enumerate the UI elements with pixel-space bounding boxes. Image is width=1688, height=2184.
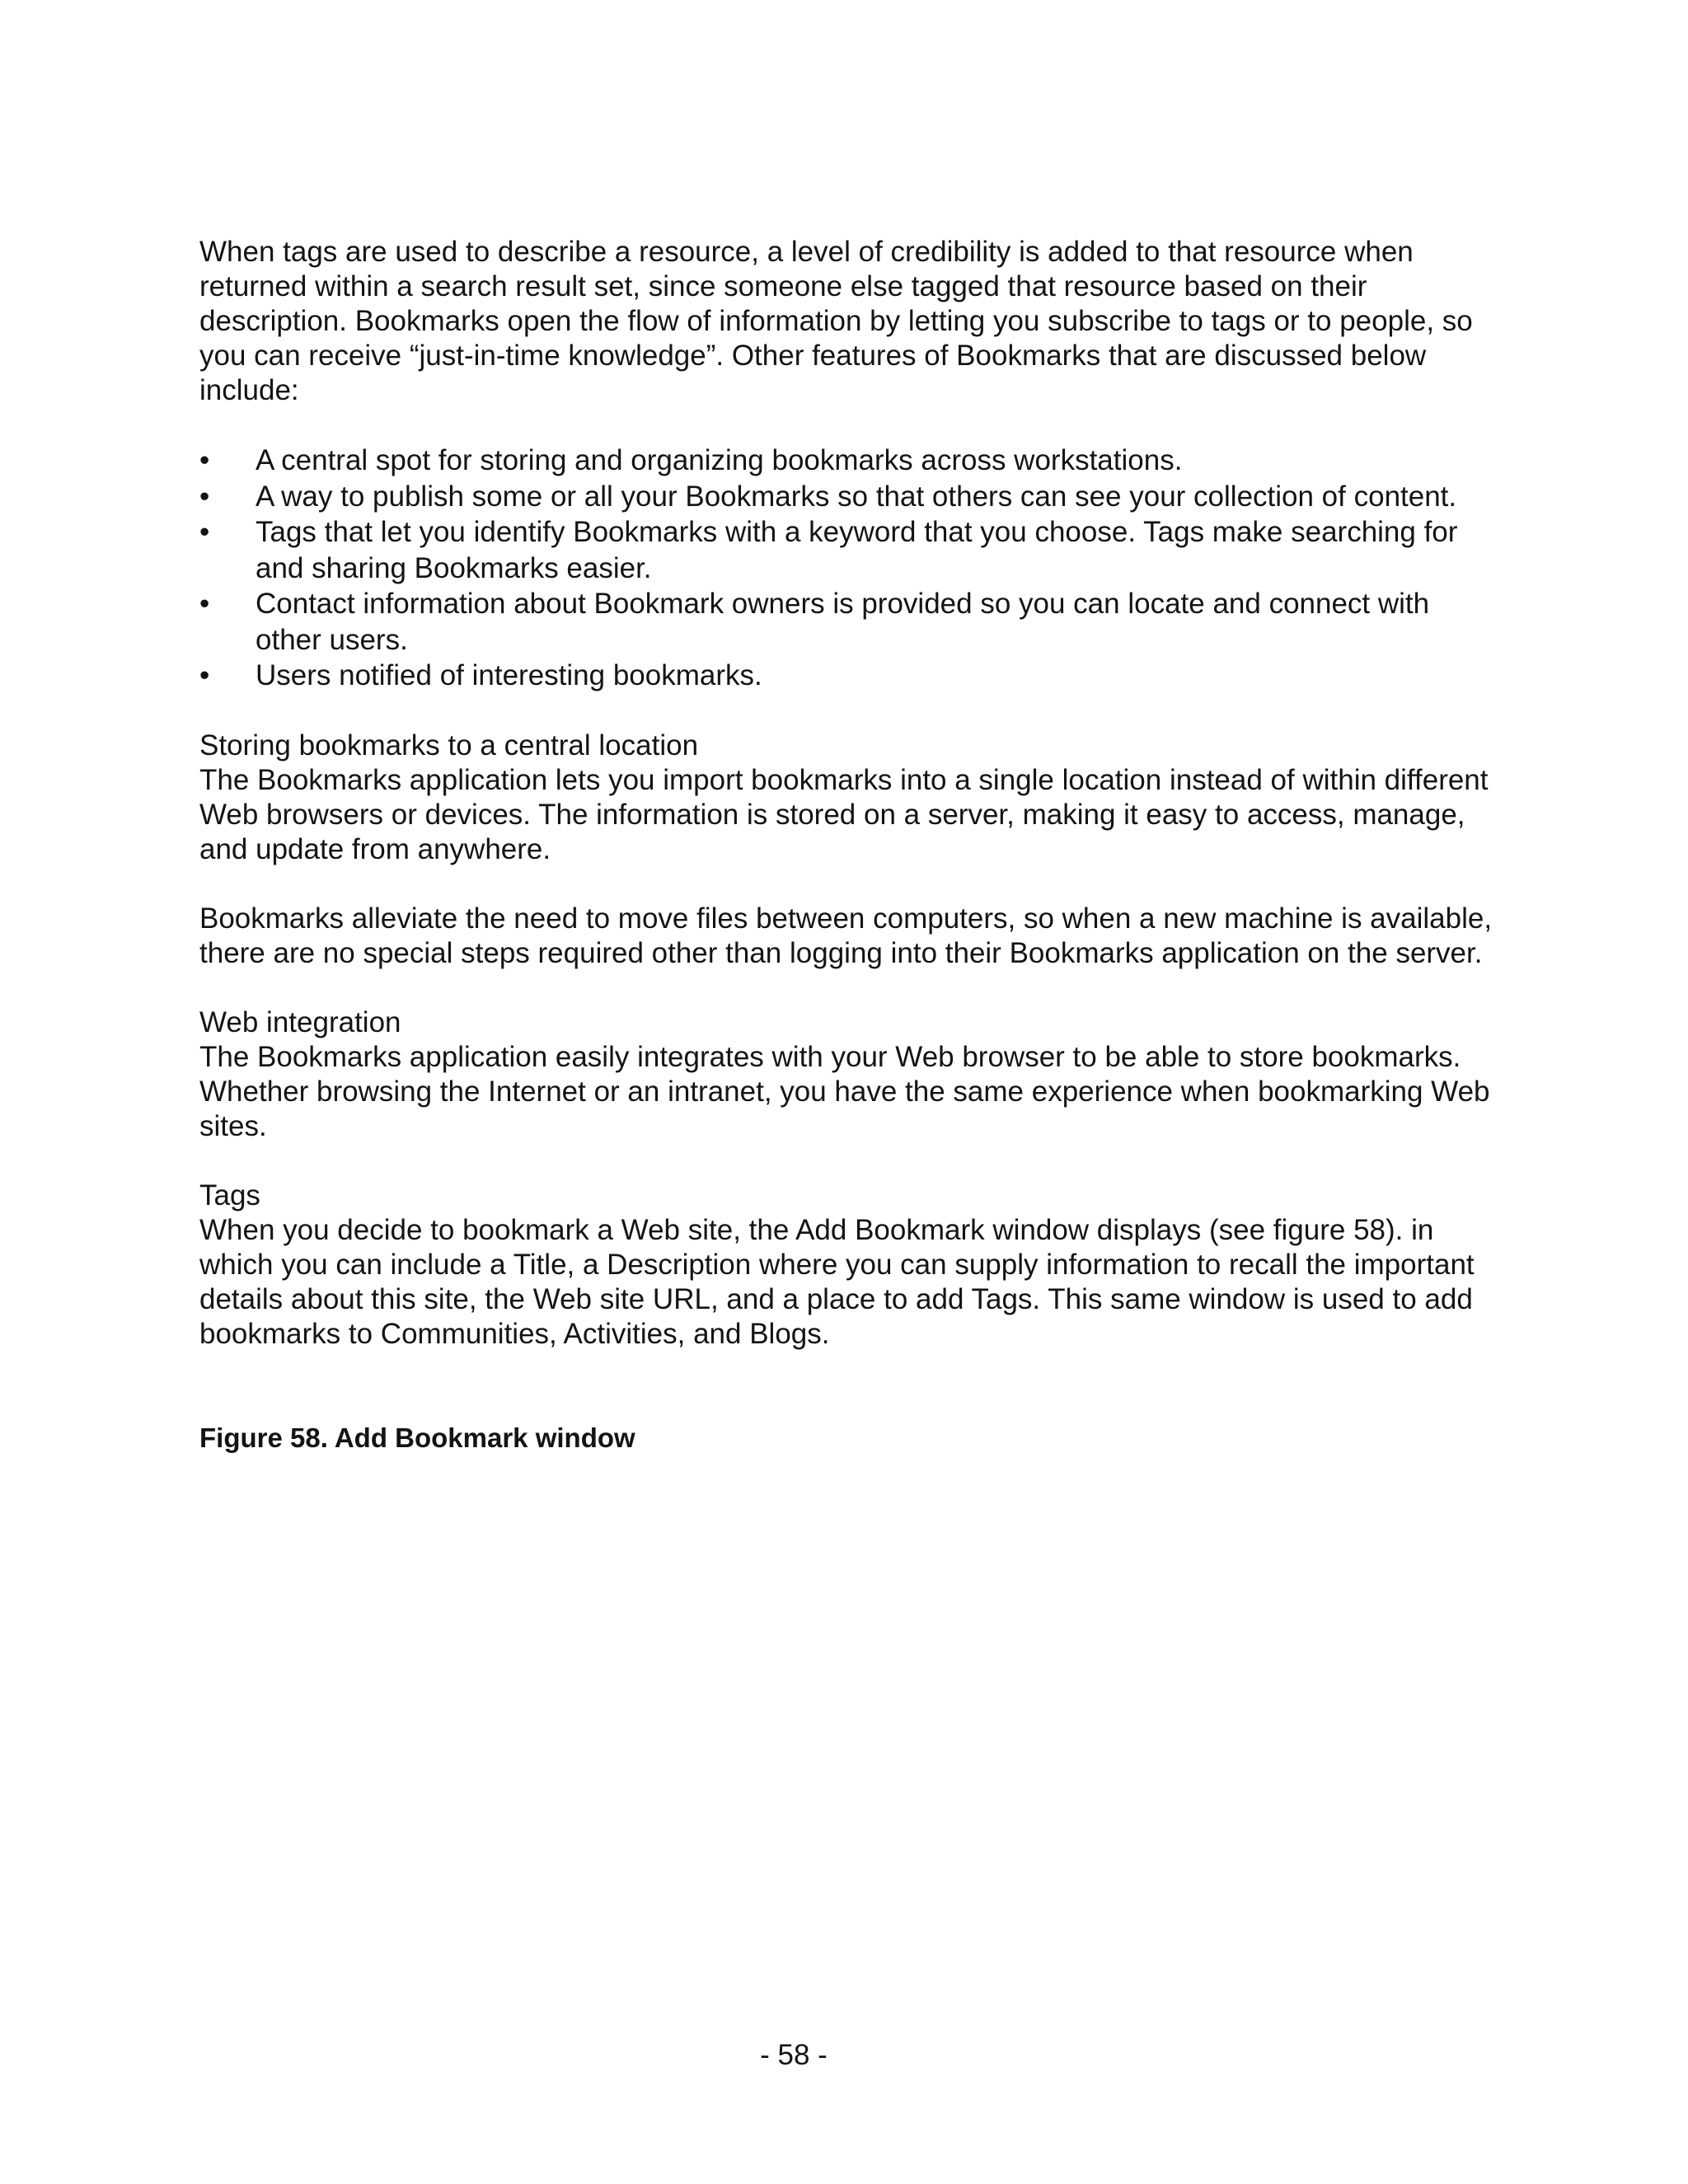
- list-item-text: A way to publish some or all your Bookmarks so that others can see your collection of content.: [256, 480, 1457, 513]
- list-item-text: Users notified of interesting bookmarks.: [256, 659, 762, 691]
- section-heading-storing: Storing bookmarks to a central location: [199, 729, 699, 762]
- list-item: [199, 443, 1502, 479]
- bullet-glyph: •: [199, 516, 210, 548]
- bullet-glyph: •: [199, 480, 210, 513]
- section-tags: [199, 1179, 1502, 1352]
- list-item: [199, 658, 1502, 694]
- section-storing: [199, 729, 1502, 867]
- figure-caption: Figure 58. Add Bookmark window: [199, 1422, 635, 1453]
- section-body-storing: The Bookmarks application lets you import bookmarks into a single location instead of within different Web browsers or devices. The information is stored on a server, making it easy to access, manage, and update from anywhere.: [199, 763, 1489, 865]
- list-item: [199, 479, 1502, 515]
- section-body-tags: When you decide to bookmark a Web site, the Add Bookmark window displays (see figure 58). in which you can include a Title, a Description where you can supply information to recall the important details about this site, the Web site URL, and a place to add Tags. This same window is used to add bookmarks to Communities, Activities, and Blogs.: [199, 1213, 1475, 1350]
- section-web-integration: [199, 1005, 1502, 1144]
- list-item-text: Tags that let you identify Bookmarks with a keyword that you choose. Tags make searching for and sharing Bookmarks easier.: [256, 516, 1458, 584]
- feature-list: [199, 443, 1502, 694]
- list-item-text: A central spot for storing and organizing bookmarks across workstations.: [256, 444, 1183, 476]
- section-heading-tags: Tags: [199, 1179, 260, 1212]
- section-heading-web-integration: Web integration: [199, 1005, 401, 1038]
- list-item: [199, 586, 1502, 658]
- section-alleviate: [199, 902, 1502, 971]
- section-body-web-integration: The Bookmarks application easily integrates with your Web browser to be able to store bookmarks. Whether browsing the Internet or an intranet, you have the same experience when bookmarking Web sites.: [199, 1040, 1490, 1142]
- list-item: [199, 514, 1502, 586]
- list-item-text: Contact information about Bookmark owners is provided so you can locate and connect with other users.: [256, 588, 1430, 656]
- bullet-glyph: •: [199, 659, 210, 691]
- bullet-glyph: •: [199, 588, 210, 620]
- page-content: [199, 235, 1502, 1455]
- intro-paragraph: When tags are used to describe a resource, a level of credibility is added to that resource when returned within a search result set, since someone else tagged that resource based on their description. Bookmarks open the flow of information by letting you subscribe to tags or to people, so you can receive “just-in-time knowledge”. Other features of Bookmarks that are discussed below include:: [199, 236, 1473, 406]
- section-body-alleviate: Bookmarks alleviate the need to move files between computers, so when a new machine is available, there are no special steps required other than logging into their Bookmarks application on the server.: [199, 902, 1493, 969]
- bullet-glyph: •: [199, 444, 210, 476]
- page-number: - 58 -: [760, 2039, 828, 2071]
